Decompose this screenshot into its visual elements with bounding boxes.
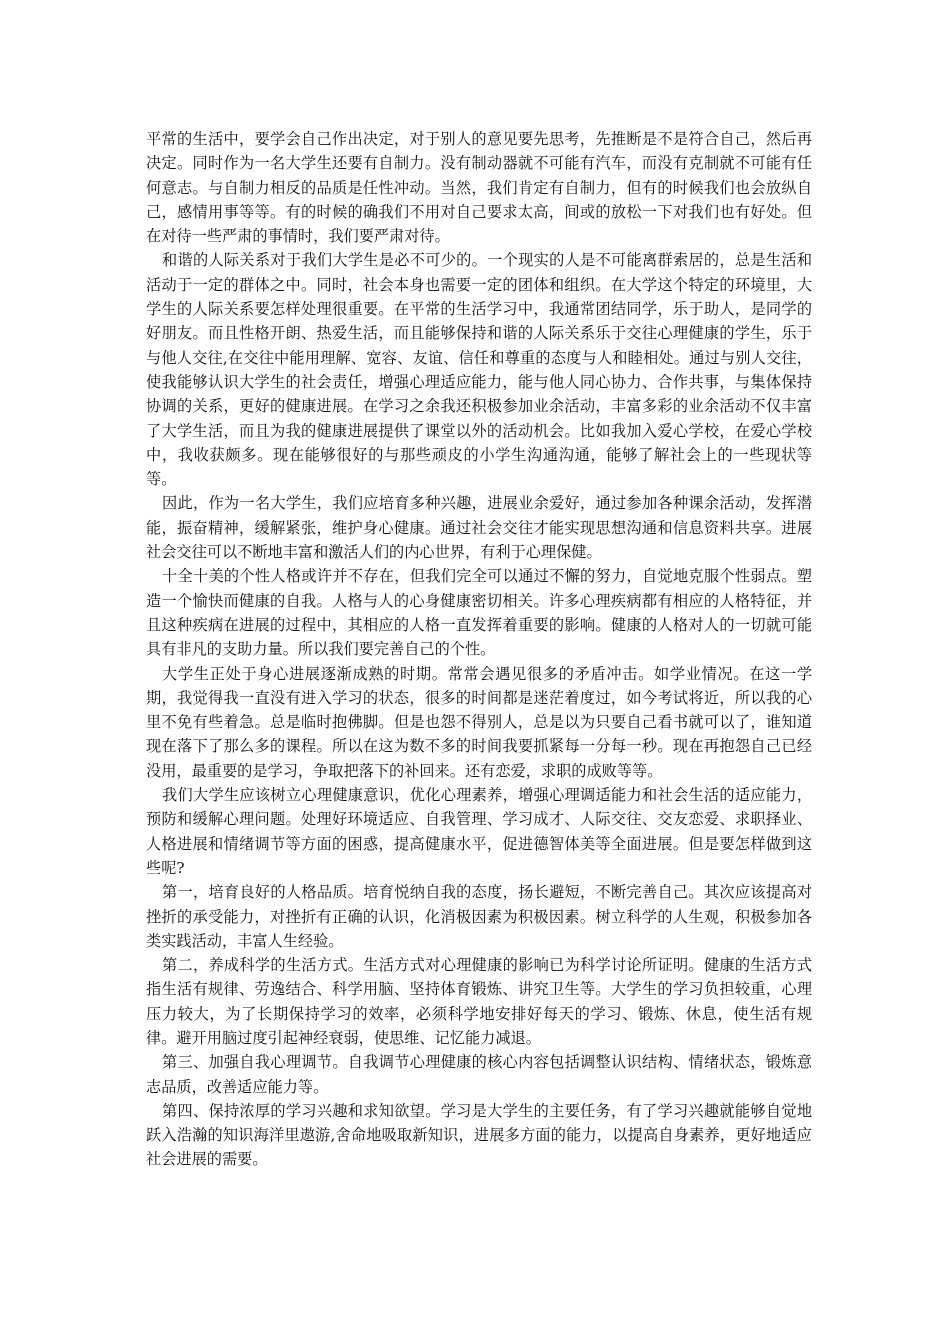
paragraph-maturity-period: 大学生正处于身心进展逐渐成熟的时期。常常会遇见很多的矛盾冲击。如学业情况。在这一学期，我觉得我一直没有进入学习的状态，很多的时间都是迷茫着度过，如今考试将近，所以我的心里不免有些着急。总是临时抱佛脚。但是也怨不得别人，总是以为只要自己看书就可以了，谁知道现在落下了那么多的课程。所以在这为数不多的时间我要抓紧每一分每一秒。现在再抱怨自己已经没用，最重要的是学习，争取把落下的补回来。还有恋爱，求职的成败等等。 bbox=[146, 664, 812, 780]
document-body bbox=[146, 127, 812, 1172]
paragraph-interpersonal-relations: 和谐的人际关系对于我们大学生是必不可少的。一个现实的人是不可能离群索居的，总是生活和活动于一定的群体之中。同时，社会本身也需要一定的团体和组织。在大学这个特定的环境里，大学生的人际关系要怎样处理很重要。在平常的生活学习中，我通常团结同学，乐于助人，是同学的好朋友。而且性格开朗、热爱生活，而且能够保持和谐的人际关系乐于交往心理健康的学生，乐于与他人交往,在交往中能用理解、宽容、友谊、信任和尊重的态度与人和睦相处。通过与别人交往，使我能够认识大学生的社会责任，增强心理适应能力，能与他人同心协力、合作共事，与集体保持协调的关系，更好的健康进展。在学习之余我还积极参加业余活动，丰富多彩的业余活动不仅丰富了大学生活，而且为我的健康进展提供了课堂以外的活动机会。比如我加入爱心学校，在爱心学校中，我收获颇多。现在能够很好的与那些顽皮的小学生沟通沟通，能够了解社会上的一些现状等等。 bbox=[146, 251, 812, 489]
paragraph-mental-health-awareness: 我们大学生应该树立心理健康意识，优化心理素养，增强心理调适能力和社会生活的适应能力，预防和缓解心理问题。处理好环境适应、自我管理、学习成才、人际交往、交友恋爱、求职择业、人格进展和情绪调节等方面的困惑，提高健康水平，促进德智体美等全面进展。但是要怎样做到这些呢? bbox=[146, 786, 812, 877]
paragraph-point-two: 第二，养成科学的生活方式。生活方式对心理健康的影响已为科学讨论所证明。健康的生活方式指生活有规律、劳逸结合、科学用脑、坚持体育锻炼、讲究卫生等。大学生的学习负担较重，心理压力较大，为了长期保持学习的效率，必须科学地安排好每天的学习、锻炼、休息，使生活有规律。避开用脑过度引起神经衰弱，使思维、记忆能力减退。 bbox=[146, 956, 812, 1047]
paragraph-point-one: 第一，培育良好的人格品质。培育悦纳自我的态度，扬长避短，不断完善自己。其次应该提高对挫折的承受能力，对挫折有正确的认识，化消极因素为积极因素。树立科学的人生观，积极参加各类实践活动，丰富人生经验。 bbox=[146, 883, 812, 950]
paragraph-point-four: 第四、保持浓厚的学习兴趣和求知欲望。学习是大学生的主要任务，有了学习兴趣就能够自觉地跃入浩瀚的知识海洋里遨游,舍命地吸取新知识，进展多方面的能力，以提高自身素养，更好地适应社会进展的需要。 bbox=[146, 1101, 812, 1169]
paragraph-self-control: 平常的生活中，要学会自己作出决定，对于别人的意见要先思考，先推断是不是符合自己，然后再决定。同时作为一名大学生还要有自制力。没有制动器就不可能有汽车，而没有克制就不可能有任何意志。与自制力相反的品质是任性冲动。当然，我们肯定有自制力，但有的时候我们也会放纵自己，感情用事等等。有的时候的确我们不用对自己要求太高，间或的放松一下对我们也有好处。但在对待一些严肃的事情时，我们要严肃对待。 bbox=[146, 130, 812, 246]
paragraph-personality: 十全十美的个性人格或许并不存在，但我们完全可以通过不懈的努力，自觉地克服个性弱点。塑造一个愉快而健康的自我。人格与人的心身健康密切相关。许多心理疾病都有相应的人格特征，并且这种疾病在进展的过程中，其相应的人格一直发挥着重要的影响。健康的人格对人的一切就可能具有非凡的支助力量。所以我们要完善自己的个性。 bbox=[146, 567, 812, 659]
paragraph-point-three: 第三、加强自我心理调节。自我调节心理健康的核心内容包括调整认识结构、情绪状态，锻炼意志品质，改善适应能力等。 bbox=[146, 1053, 812, 1096]
paragraph-interests-hobbies: 因此，作为一名大学生，我们应培育多种兴趣，进展业余爱好，通过参加各种课余活动，发挥潜能，振奋精神，缓解紧张，维护身心健康。通过社会交往才能实现思想沟通和信息资料共享。进展社会交往可以不断地丰富和激活人们的内心世界，有利于心理保健。 bbox=[146, 494, 812, 562]
